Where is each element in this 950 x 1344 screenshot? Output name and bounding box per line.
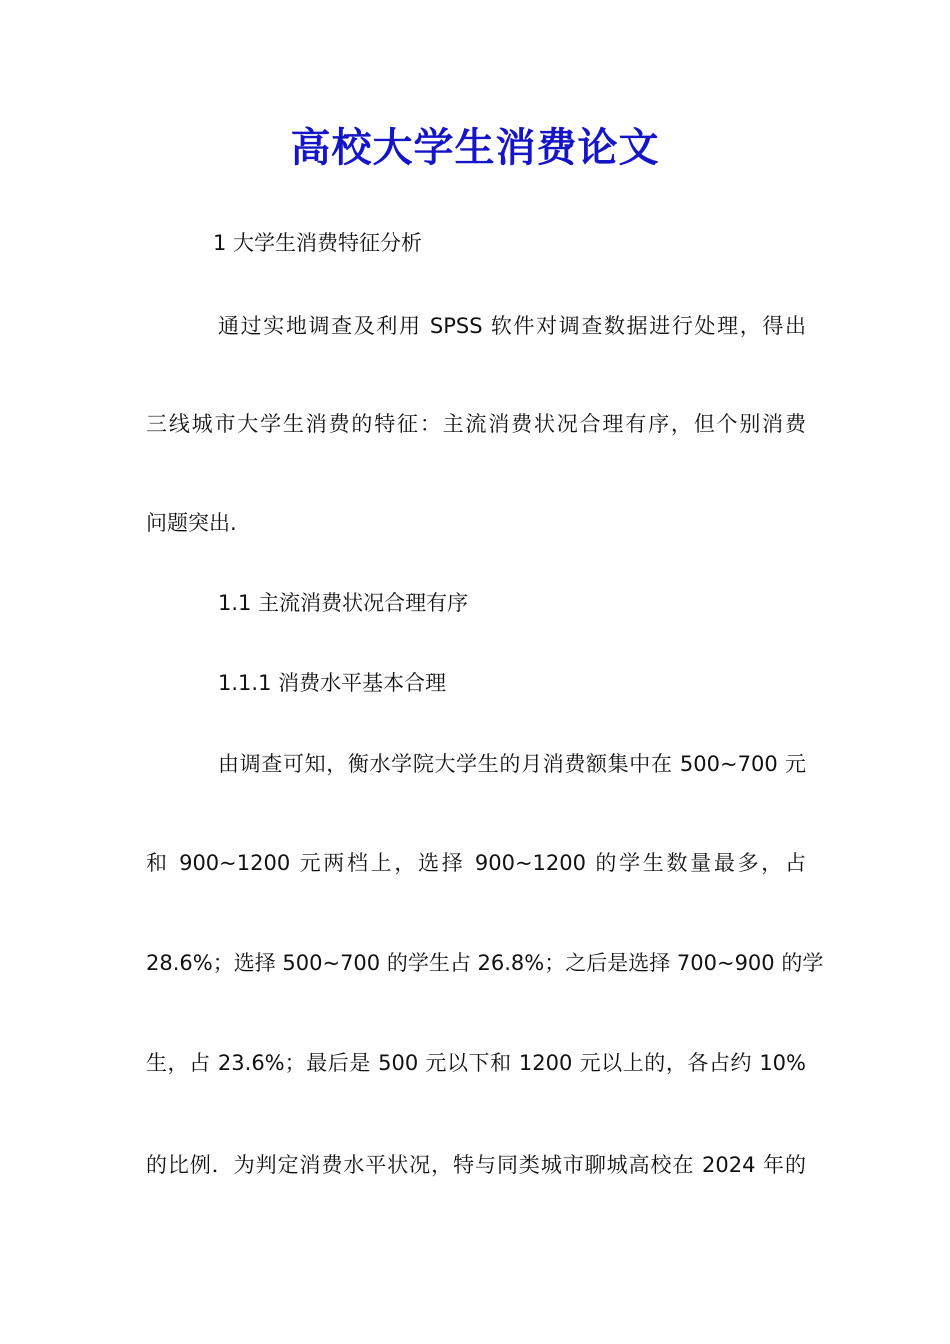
paragraph-2-line-2: 和 900~1200 元两档上，选择 900~1200 的学生数量最多，占 [146,851,806,875]
paragraph-1-line-2: 三线城市大学生消费的特征：主流消费状况合理有序，但个别消费 [146,412,806,436]
paragraph-2-line-4: 生，占 23.6%；最后是 500 元以下和 1200 元以上的，各占约 10% [146,1051,806,1075]
section-heading-1-1-1: 1.1.1 消费水平基本合理 [218,671,447,695]
paragraph-2-line-5: 的比例．为判定消费水平状况，特与同类城市聊城高校在 2024 年的 [146,1153,806,1177]
paragraph-1-line-3: 问题突出. [146,511,237,535]
section-heading-1: 1 大学生消费特征分析 [213,231,423,255]
document-title: 高校大学生消费论文 [290,124,660,171]
section-heading-1-1: 1.1 主流消费状况合理有序 [218,591,469,615]
paragraph-2-line-3: 28.6%；选择 500~700 的学生占 26.8%；之后是选择 700~900 的学 [146,951,824,975]
paragraph-1-line-1: 通过实地调查及利用 SPSS 软件对调查数据进行处理，得出 [218,314,806,338]
paragraph-2-line-1: 由调查可知，衡水学院大学生的月消费额集中在 500~700 元 [218,752,806,776]
